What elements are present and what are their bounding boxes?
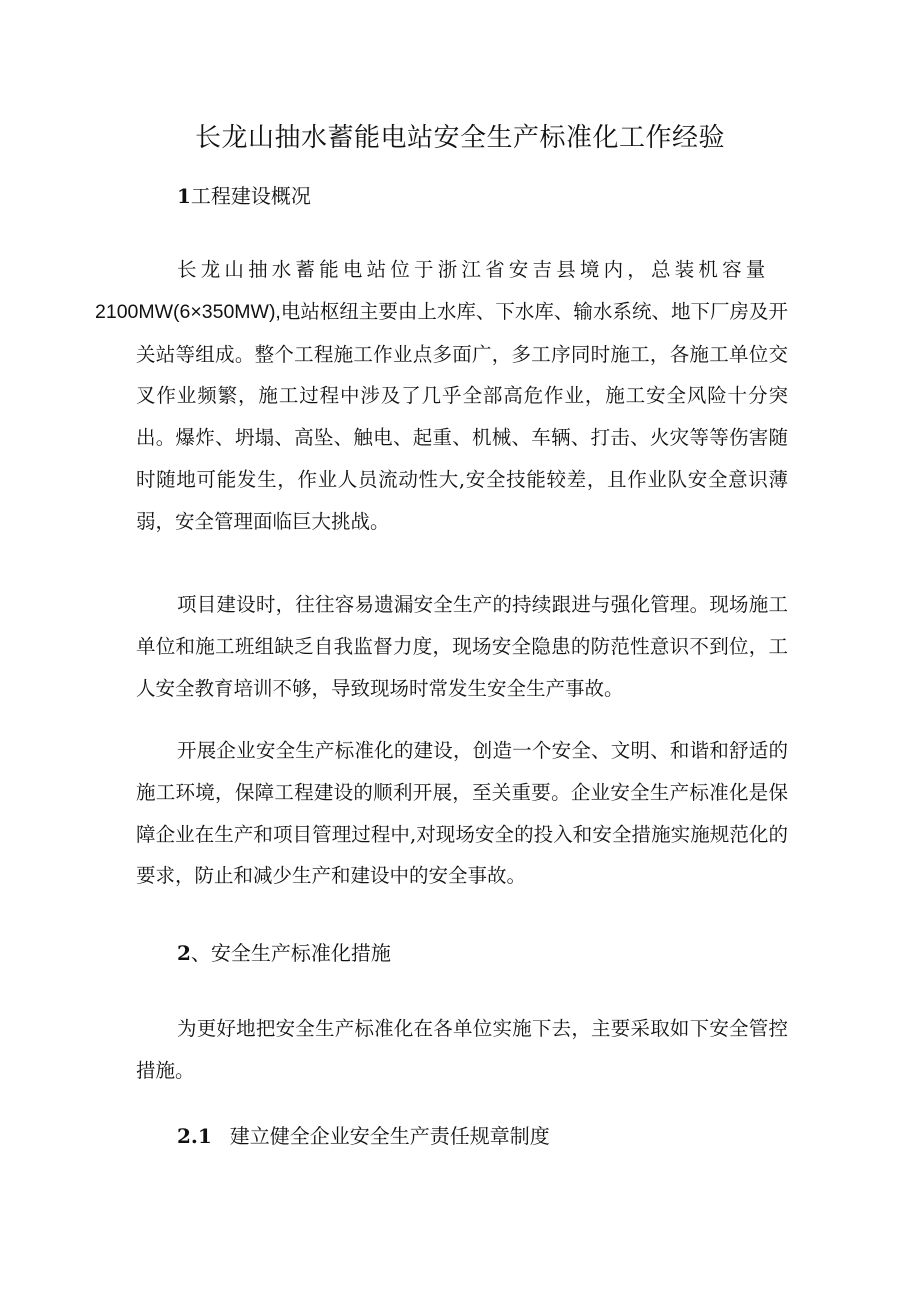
section-2-1-title: 建立健全企业安全生产责任规章制度 <box>229 1124 550 1148</box>
section-2-heading <box>177 937 391 969</box>
paragraph-1 <box>95 249 788 543</box>
paragraph-2: 项目建设时，往往容易遗漏安全生产的持续跟进与强化管理。现场施工单位和施工班组缺乏自我监督力度，现场安全隐患的防范性意识不到位，工人安全教育培训不够，导致现场时常发生安全生产事故。 <box>136 593 788 700</box>
section-2-1-heading <box>177 1120 550 1152</box>
section-2-number: 2 <box>177 941 191 965</box>
paragraph-3: 开展企业安全生产标准化的建设，创造一个安全、文明、和谐和舒适的施工环境，保障工程建设的顺利开展，至关重要。企业安全生产标准化是保障企业在生产和项目管理过程中,对现场安全的投入和安全措施实施规范化的要求，防止和减少生产和建设中的安全事故。 <box>136 739 788 888</box>
paragraph-1-body: 电站枢纽主要由上水库、下水库、输水系统、地下厂房及开关站等组成。整个工程施工作业点多面广，多工序同时施工，各施工单位交叉作业频繁，施工过程中涉及了几乎全部高危作业，施工安全风险十分突出。爆炸、坍塌、高坠、触电、起重、机械、车辆、打击、火灾等等伤害随时随地可能发生，作业人员流动性大,安全技能较差，且作业队安全意识薄弱，安全管理面临巨大挑战。 <box>136 299 788 533</box>
section-2-title: 、安全生产标准化措施 <box>190 941 391 965</box>
section-1-title: 工程建设概况 <box>190 184 311 208</box>
section-1-heading <box>177 180 311 212</box>
section-2-1-number: 2.1 <box>177 1124 212 1148</box>
paragraph-4: 为更好地把安全生产标准化在各单位实施下去，主要采取如下安全管控措施。 <box>136 1017 788 1082</box>
section-1-number: 1 <box>177 184 191 208</box>
paragraph-1-line-1: 长龙山抽水蓄能电站位于浙江省安吉县境内，总装机容量 <box>177 258 770 281</box>
document-title: 长龙山抽水蓄能电站安全生产标准化工作经验 <box>194 123 725 153</box>
paragraph-1-capacity: 2100MW(6×350MW), <box>95 300 281 323</box>
